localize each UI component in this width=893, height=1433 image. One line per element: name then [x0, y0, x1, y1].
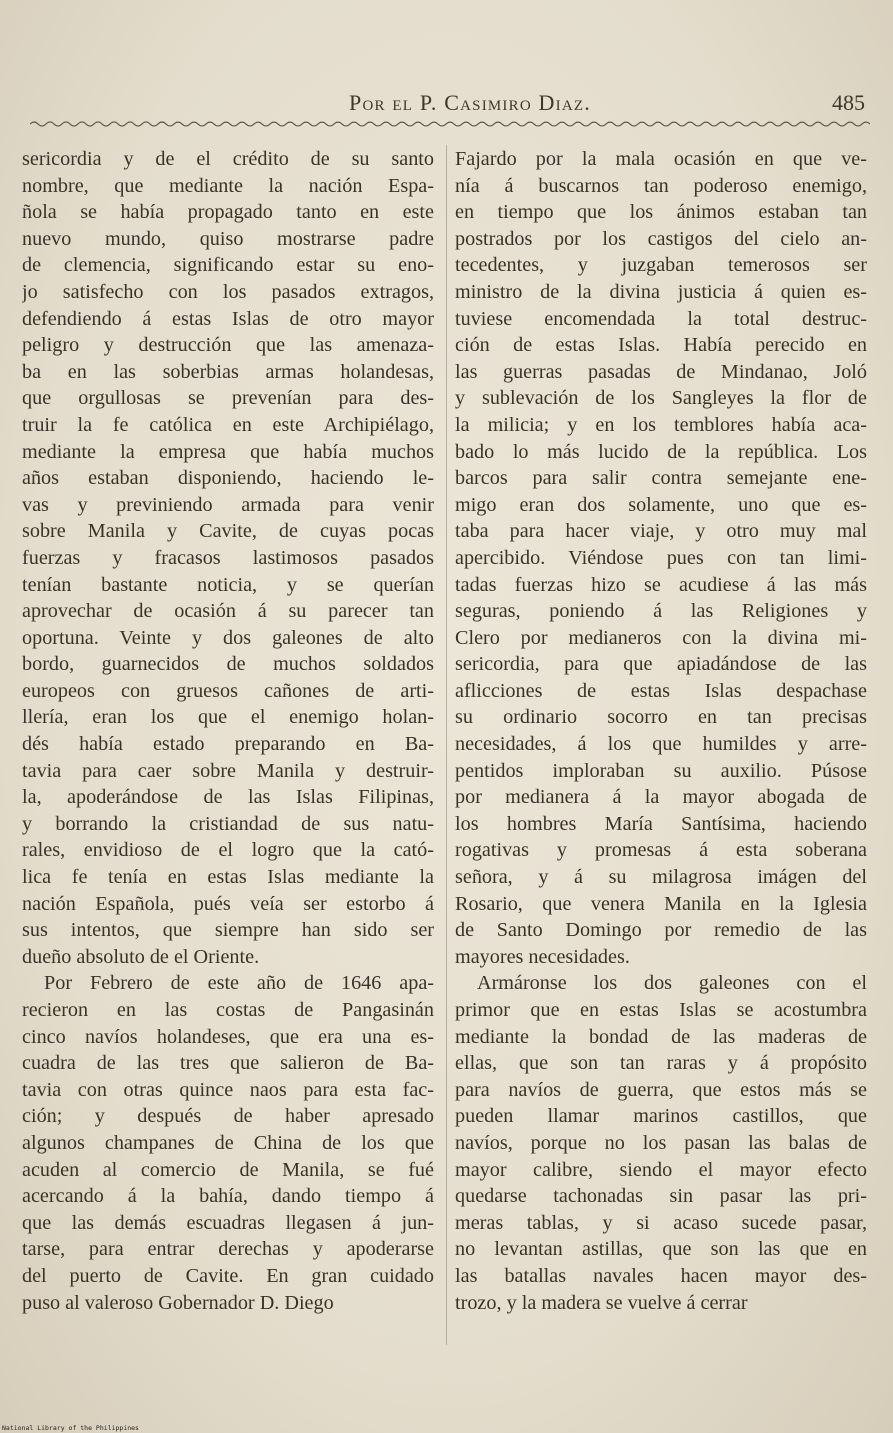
right-column-line: taba para hacer viaje, y otro muy mal [455, 520, 867, 543]
left-column-line: jo satisfecho con los pasados extragos, [22, 280, 434, 303]
right-column-line: en tiempo que los ánimos estaban tan [455, 201, 867, 224]
header-wavy-rule [30, 118, 870, 130]
right-column-line: primor que en estas Islas se acostumbra [455, 999, 867, 1021]
right-column-line: su ordinario socorro en tan precisas [455, 706, 867, 729]
left-column-line: lica fe tenía en estas Islas mediante la [22, 866, 434, 889]
right-column-line: quedarse tachonadas sin pasar las pri- [455, 1185, 867, 1208]
left-column-line: acuden al comercio de Manila, se fué [22, 1158, 434, 1181]
right-column-line: tecedentes, y juzgaban temerosos ser [455, 254, 867, 277]
right-column-line: pentidos imploraban su auxilio. Púsose [455, 759, 867, 782]
left-column-line: sericordia y de el crédito de su santo [22, 148, 434, 170]
left-column-line: recieron en las costas de Pangasinán [22, 999, 434, 1021]
left-column-line: Por Febrero de este año de 1646 apa- [44, 972, 434, 995]
right-column-line: tadas fuerzas hizo se acudiese á las más [455, 573, 867, 596]
left-column-line: tarse, para entrar derechas y apoderarse [22, 1238, 434, 1261]
right-column-line: trozo, y la madera se vuelve á cerrar [455, 1291, 748, 1314]
left-column-line: fuerzas y fracasos lastimosos pasados [22, 546, 434, 569]
left-column-line: ba en las soberbias armas holandesas, [22, 360, 434, 383]
left-column-line: acercando á la bahía, dando tiempo á [22, 1185, 434, 1208]
right-column-line: tuviese encomendada la total destruc- [455, 307, 867, 330]
right-column-line: Rosario, que venera Manila en la Iglesia [455, 892, 867, 915]
left-column-line: vas y previniendo armada para venir [22, 493, 434, 516]
right-column-line: postrados por los castigos del cielo an- [455, 227, 867, 250]
left-column-line: tenían bastante noticia, y se querían [22, 573, 434, 596]
right-column-line: mayores necesidades. [455, 945, 630, 968]
right-column-line: pueden llamar marinos castillos, que [455, 1105, 867, 1128]
right-column-line: las guerras pasadas de Mindanao, Joló [455, 360, 867, 383]
right-column-line: migo eran dos solamente, uno que es- [455, 493, 867, 516]
left-column-line: tavia con otras quince naos para esta fac- [22, 1078, 434, 1101]
left-column-line: del puerto de Cavite. En gran cuidado [22, 1264, 434, 1287]
page-number: 485 [832, 90, 865, 115]
left-column-line: de clemencia, significando estar su eno- [22, 254, 434, 277]
right-column-line: seguras, poniendo á las Religiones y [455, 600, 867, 623]
left-column-line: europeos con gruesos cañones de arti- [22, 679, 434, 702]
left-column-line: peligro y destrucción que las amenaza- [22, 334, 434, 357]
left-column-line: rales, envidioso de el logro que la cató- [22, 839, 434, 862]
library-watermark: National Library of the Philippines [2, 1424, 139, 1432]
right-column-line: necesidades, á los que humildes y arre- [455, 733, 867, 756]
left-column-line: defendiendo á estas Islas de otro mayor [22, 307, 434, 330]
left-column-line: mediante la empresa que había muchos [22, 440, 434, 463]
right-column-line: no levantan astillas, que son las que en [455, 1238, 867, 1261]
right-column-line: nía á buscarnos tan poderoso enemigo, [455, 174, 867, 197]
right-column-line: Fajardo por la mala ocasión en que ve- [455, 148, 867, 170]
right-column-line: rogativas y promesas á esta soberana [455, 839, 867, 862]
right-column-line: Clero por medianeros con la divina mi- [455, 626, 867, 649]
right-column-line: barcos para salir contra semejante ene- [455, 467, 867, 490]
left-column-line: cinco navíos holandeses, que era una es- [22, 1025, 434, 1048]
right-column [455, 146, 867, 1316]
left-column-line: ñola se había propagado tanto en este [22, 201, 434, 224]
right-column-line: Armáronse los dos galeones con el [477, 972, 867, 995]
right-column-line: ministro de la divina justicia á quien es- [455, 280, 867, 303]
right-column-line: ellas, que son tan raras y á propósito [455, 1052, 867, 1075]
right-column-line: de Santo Domingo por remedio de las [455, 919, 867, 942]
right-column-line: para navíos de guerra, que estos más se [455, 1078, 867, 1101]
left-column-line: tavia para caer sobre Manila y destruir- [22, 759, 434, 782]
left-column-line: nación Española, pués veía ser estorbo á [22, 892, 434, 915]
running-title: Por el P. Casimiro Diaz. [349, 90, 591, 115]
left-column-line: años estaban disponiendo, haciendo le- [22, 467, 434, 490]
right-column-line: aflicciones de estas Islas despachase [455, 679, 867, 702]
right-column-line: navíos, porque no los pasan las balas de [455, 1131, 867, 1154]
column-divider [446, 145, 447, 1345]
left-column-line: dueño absoluto de el Oriente. [22, 945, 260, 968]
left-column-line: nombre, que mediante la nación Espa- [22, 174, 434, 197]
left-column-line: la, apoderándose de las Islas Filipinas, [22, 786, 434, 809]
right-column-line: ción de estas Islas. Había perecido en [455, 334, 867, 357]
right-column-line: apercibido. Viéndose pues con tan limi- [455, 546, 867, 569]
left-column-line: llería, eran los que el enemigo holan- [22, 706, 434, 729]
left-column-line: truir la fe católica en este Archipiélago, [22, 413, 434, 436]
right-column-line: la milicia; y en los temblores había aca- [455, 413, 867, 436]
left-column-line: aprovechar de ocasión á su parecer tan [22, 600, 434, 623]
right-column-line: mediante la bondad de las maderas de [455, 1025, 867, 1048]
left-column-line: que las demás escuadras llegasen á jun- [22, 1211, 434, 1234]
right-column-line: mayor calibre, siendo el mayor efecto [455, 1158, 867, 1181]
left-column-line: dés había estado preparando en Ba- [22, 733, 434, 756]
left-column-line: sobre Manila y Cavite, de cuyas pocas [22, 520, 434, 543]
left-column-line: puso al valeroso Gobernador D. Diego [22, 1291, 334, 1314]
right-column-line: y sublevación de los Sangleyes la flor de [455, 387, 867, 410]
right-column-line: sericordia, para que apiadándose de las [455, 653, 867, 676]
left-column-line: nuevo mundo, quiso mostrarse padre [22, 227, 434, 250]
left-column-line: que orgullosas se prevenían para des- [22, 387, 434, 410]
right-column-line: meras tablas, y si acaso sucede pasar, [455, 1211, 867, 1234]
left-column-line: algunos champanes de China de los que [22, 1131, 434, 1154]
right-column-line: por medianera á la mayor abogada de [455, 786, 867, 809]
right-column-line: señora, y á su milagrosa imágen del [455, 866, 867, 889]
right-column-line: las batallas navales hacen mayor des- [455, 1264, 867, 1287]
left-column-line: cuadra de las tres que salieron de Ba- [22, 1052, 434, 1075]
left-column [22, 146, 434, 1316]
right-column-line: los hombres María Santísima, haciendo [455, 812, 867, 835]
right-column-line: bado lo más lucido de la república. Los [455, 440, 867, 463]
left-column-line: oportuna. Veinte y dos galeones de alto [22, 626, 434, 649]
left-column-line: bordo, guarnecidos de muchos soldados [22, 653, 434, 676]
left-column-line: y borrando la cristiandad de sus natu- [22, 812, 434, 835]
left-column-line: sus intentos, que siempre han sido ser [22, 919, 434, 942]
left-column-line: ción; y después de haber apresado [22, 1105, 434, 1128]
